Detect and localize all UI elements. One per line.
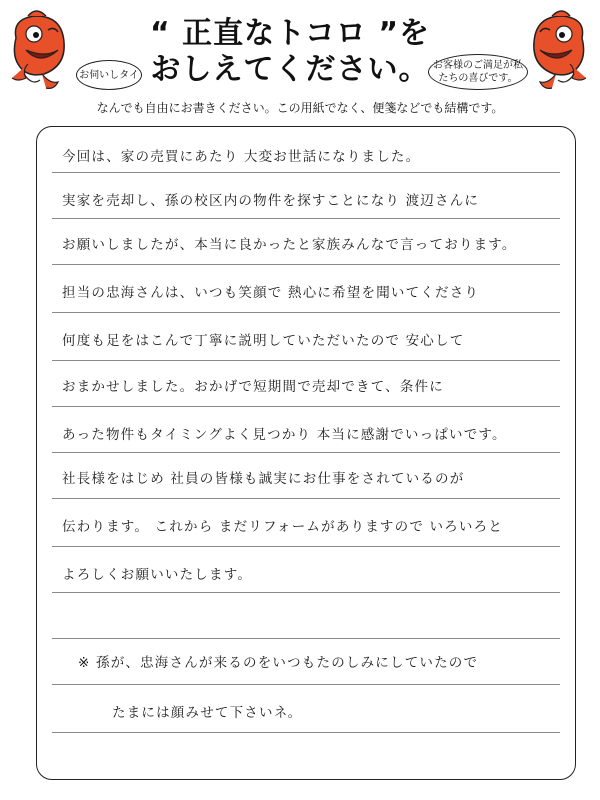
letter-line: あった物件もタイミングよく見つかり 本当に感謝でいっぱいです。	[62, 427, 507, 443]
letter-line: 今回は、家の売買にあたり 大変お世話になりました。	[62, 149, 421, 165]
speech-bubble-left	[76, 60, 142, 90]
letter-line: 何度も足をはこんで丁寧に説明していただいたので 安心して	[62, 333, 465, 349]
ruled-line	[52, 406, 560, 407]
ruled-line	[52, 452, 560, 453]
letter-line: おまかせしました。おかげで短期間で売却できて、条件に	[62, 379, 444, 395]
ruled-line	[52, 546, 560, 547]
ruled-line	[52, 172, 560, 173]
ruled-line	[52, 684, 560, 685]
bubble-right-text: お客様のご満足が私たちの喜びです。	[433, 60, 523, 84]
instruction-text: なんでも自由にお書きください。この用紙でなく、便箋などでも結構です。	[96, 101, 504, 115]
ruled-line	[52, 592, 560, 593]
letter-line: 担当の忠海さんは、いつも笑顔で 熱心に希望を聞いてくださり	[62, 285, 480, 301]
speech-bubble-right	[428, 54, 528, 90]
letter-frame	[36, 126, 576, 780]
page-title-line-1: “ 正直なトコロ ”を	[149, 16, 431, 51]
letter-line: 社長様をはじめ 社員の皆様も誠実にお仕事をされているのが	[62, 471, 465, 487]
letter-line: よろしくお願いいたします。	[62, 567, 253, 583]
fish-mascot-right-icon	[524, 8, 592, 92]
ruled-line	[52, 312, 560, 313]
letter-line-note: たまには顔みせて下さいネ。	[112, 705, 303, 721]
letter-line: お願いしましたが、本当に良かったと家族みんなで言っております。	[62, 237, 517, 253]
ruled-line	[52, 264, 560, 265]
fish-mascot-left-icon	[6, 8, 74, 92]
bubble-left-text: お伺いしタイ	[79, 69, 139, 81]
page-title-line-2: おしえてください。	[150, 52, 430, 87]
letter-line: 実家を売却し、孫の校区内の物件を探すことになり 渡辺さんに	[62, 193, 480, 209]
ruled-line	[52, 360, 560, 361]
ruled-line	[52, 218, 560, 219]
ruled-line	[52, 638, 560, 639]
letter-line-note: ※ 孫が、忠海さんが来るのをいつもたのしみにしていたので	[78, 655, 479, 671]
ruled-line	[52, 732, 560, 733]
ruled-line	[52, 498, 560, 499]
letter-line: 伝わります。 これから まだリフォームがありますので いろいろと	[62, 519, 504, 535]
